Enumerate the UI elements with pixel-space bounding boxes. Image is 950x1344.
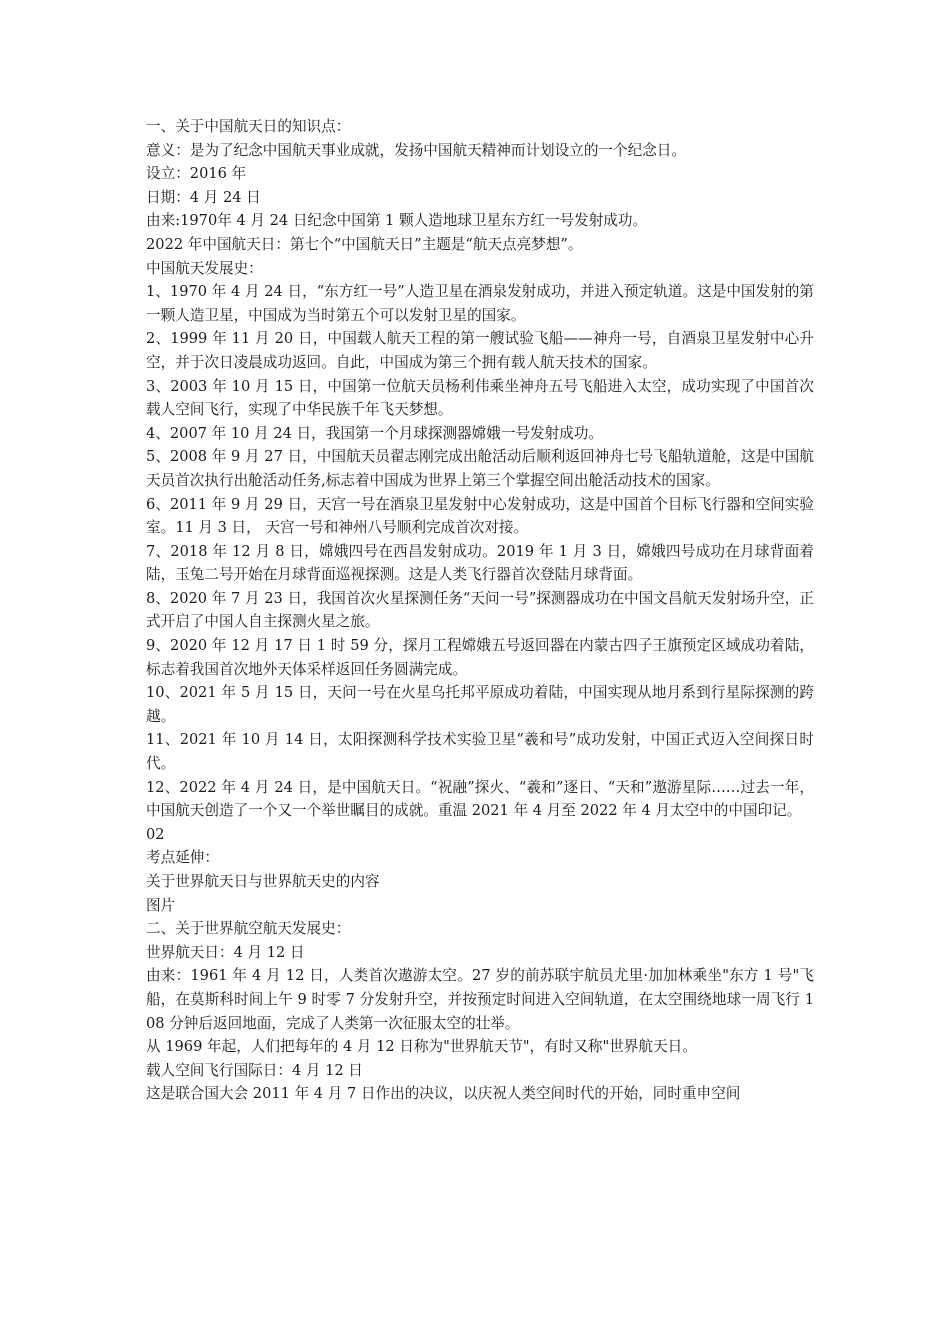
history-item: 9、2020 年 12 月 17 日 1 时 59 分，探月工程嫦娥五号返回器在内蒙古四子王旗预定区域成功着陆，标志着我国首次地外天体采样返回任务圆满完成。 [146,637,814,678]
paragraph: 由来：1961 年 4 月 12 日，人类首次遨游太空。27 岁的前苏联宇航员尤里·加加林乘坐"东方 1 号"飞船，在莫斯科时间上午 9 时零 7 分发射升空，并按预定时间进入空间轨道，在太空围绕地球一周飞行 108 分钟后返回地面，完成了人类第一次征服太空的壮举。 [146,967,814,1032]
history-item: 11、2021 年 10 月 14 日，太阳探测科学技术实验卫星“羲和号”成功发射，中国正式迈入空间探日时代。 [146,731,814,773]
history-item: 5、2008 年 9 月 27 日，中国航天员翟志刚完成出舱活动后顺利返回神舟七号飞船轨道舱，这是中国航天员首次执行出舱活动任务,标志着中国成为世界上第三个掌握空间出舱活动技术的国家。 [146,448,814,489]
paragraph: 设立：2016 年 [146,165,247,183]
paragraph: 日期：4 月 24 日 [146,188,261,206]
paragraph: 考点延伸： [146,849,219,867]
history-item: 2、1999 年 11 月 20 日，中国载人航天工程的第一艘试验飞船——神舟一号，自酒泉卫星发射中心升空，并于次日凌晨成功返回。自此，中国成为第三个拥有载人航天技术的国家。 [146,330,814,371]
document-body [146,115,814,1106]
history-item: 7、2018 年 12 月 8 日，嫦娥四号在西昌发射成功。2019 年 1 月 3 日，嫦娥四号成功在月球背面着陆，玉兔二号开始在月球背面巡视探测。这是人类飞行器首次登陆月球背面。 [146,542,814,584]
section-heading-2: 二、关于世界航空航天发展史： [146,920,351,938]
image-placeholder-label: 图片 [146,896,176,914]
paragraph: 意义：是为了纪念中国航天事业成就，发扬中国航天精神而计划设立的一个纪念日。 [146,141,686,159]
history-item: 10、2021 年 5 月 15 日，天问一号在火星乌托邦平原成功着陆，中国实现从地月系到行星际探测的跨越。 [146,684,814,725]
history-item: 3、2003 年 10 月 15 日，中国第一位航天员杨利伟乘坐神舟五号飞船进入太空，成功实现了中国首次载人空间飞行，实现了中华民族千年飞天梦想。 [146,377,814,419]
section-heading-1: 一、关于中国航天日的知识点： [146,118,351,135]
paragraph: 世界航天日：4 月 12 日 [146,943,305,961]
paragraph: 从 1969 年起，人们把每年的 4 月 12 日称为"世界航天节"，有时又称"世界航天日。 [146,1038,697,1056]
paragraph: 2022 年中国航天日：第七个“中国航天日”主题是“航天点亮梦想”。 [146,235,583,253]
history-item: 8、2020 年 7 月 23 日，我国首次火星探测任务“天问一号”探测器成功在中国文昌航天发射场升空，正式开启了中国人自主探测火星之旅。 [146,589,814,631]
paragraph: 载人空间飞行国际日：4 月 12 日 [146,1061,363,1079]
subheading-history: 中国航天发展史： [146,259,263,277]
history-item: 12、2022 年 4 月 24 日，是中国航天日。“祝融”探火、“羲和”逐日、“天和”遨游星际……过去一年，中国航天创造了一个又一个举世瞩目的成就。重温 2021 年 4 月至 2022 年 4 月太空中的中国印记。 [146,778,814,820]
paragraph: 这是联合国大会 2011 年 4 月 7 日作出的决议，以庆祝人类空间时代的开始，同时重申空间 [146,1085,741,1103]
history-item: 1、1970 年 4 月 24 日，“东方红一号”人造卫星在酒泉发射成功，并进入预定轨道。这是中国发射的第一颗人造卫星，中国成为当时第五个可以发射卫星的国家。 [146,283,814,324]
section-number: 02 [146,825,165,843]
paragraph: 由来:1970年 4 月 24 日纪念中国第 1 颗人造地球卫星东方红一号发射成功。 [146,212,648,230]
history-item: 4、2007 年 10 月 24 日，我国第一个月球探测器嫦娥一号发射成功。 [146,424,604,442]
paragraph: 关于世界航天日与世界航天史的内容 [146,873,380,890]
history-item: 6、2011 年 9 月 29 日，天宫一号在酒泉卫星发射中心发射成功，这是中国首个目标飞行器和空间实验室。11 月 3 日， 天宫一号和神州八号顺利完成首次对接。 [146,495,814,537]
